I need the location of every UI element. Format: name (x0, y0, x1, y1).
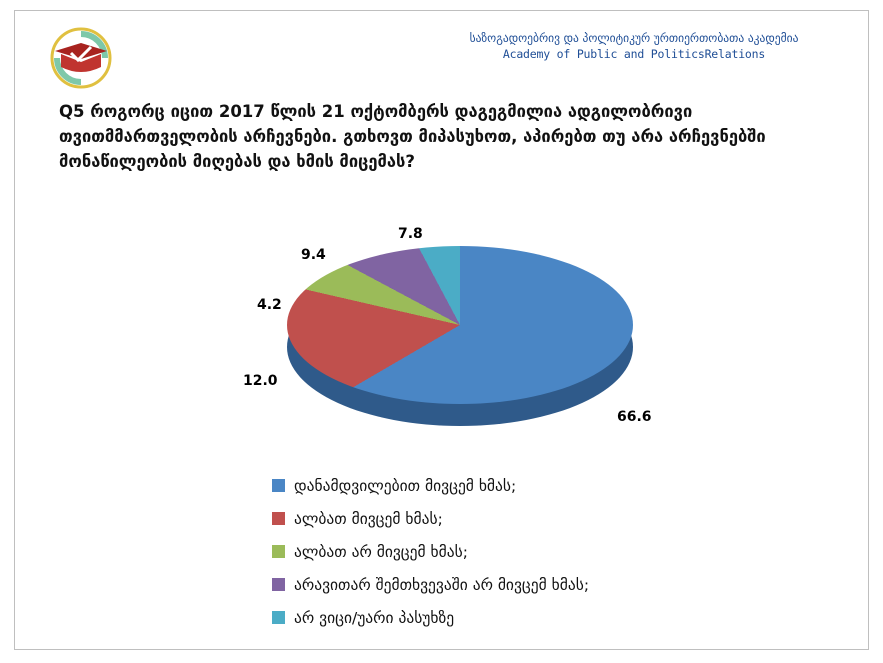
slice-value-1: 12.0 (243, 373, 278, 389)
legend-swatch-icon (272, 479, 285, 492)
legend-swatch-icon (272, 545, 285, 558)
legend-label: ალბათ არ მივცემ ხმას; (294, 542, 468, 561)
legend-item (272, 469, 832, 502)
legend-swatch-icon (272, 512, 285, 525)
slice-value-0: 66.6 (617, 409, 652, 425)
pie-graphic (287, 246, 633, 436)
legend-swatch-icon (272, 578, 285, 591)
legend-label: დანამდვილებით მივცემ ხმას; (294, 476, 517, 495)
header-org-text (424, 31, 844, 62)
org-name-ka: საზოგადოებრივ და პოლიტიკურ ურთიერთობათა აკადემია (469, 31, 799, 45)
legend-item (272, 535, 832, 568)
page-title: Q5 როგორც იცით 2017 წლის 21 ოქტომბერს დაგეგმილია ადგილობრივი თვითმმართველობის არჩევნები. გთხოვთ მიპასუხოთ, აპირებთ თუ არა არჩევნებში მონაწილეობის მიღებას და ხმის მიცემას? (59, 102, 766, 171)
legend-label: არავითარ შემთხვევაში არ მივცემ ხმას; (294, 575, 590, 594)
legend-item (272, 601, 832, 634)
pie-chart (15, 206, 883, 456)
legend-swatch-icon (272, 611, 285, 624)
slice-value-3: 9.4 (301, 247, 326, 263)
slide-frame (14, 10, 869, 650)
legend-item (272, 568, 832, 601)
slice-value-4: 7.8 (398, 226, 423, 242)
legend-label: არ ვიცი/უარი პასუხზე (294, 608, 455, 627)
chart-legend (272, 469, 832, 634)
legend-label: ალბათ მივცემ ხმას; (294, 509, 443, 528)
legend-item (272, 502, 832, 535)
pie-slices (287, 246, 633, 404)
slice-value-2: 4.2 (257, 297, 282, 313)
org-name-en: Academy of Public and PoliticsRelations (502, 47, 766, 61)
academy-logo-icon (43, 27, 119, 89)
